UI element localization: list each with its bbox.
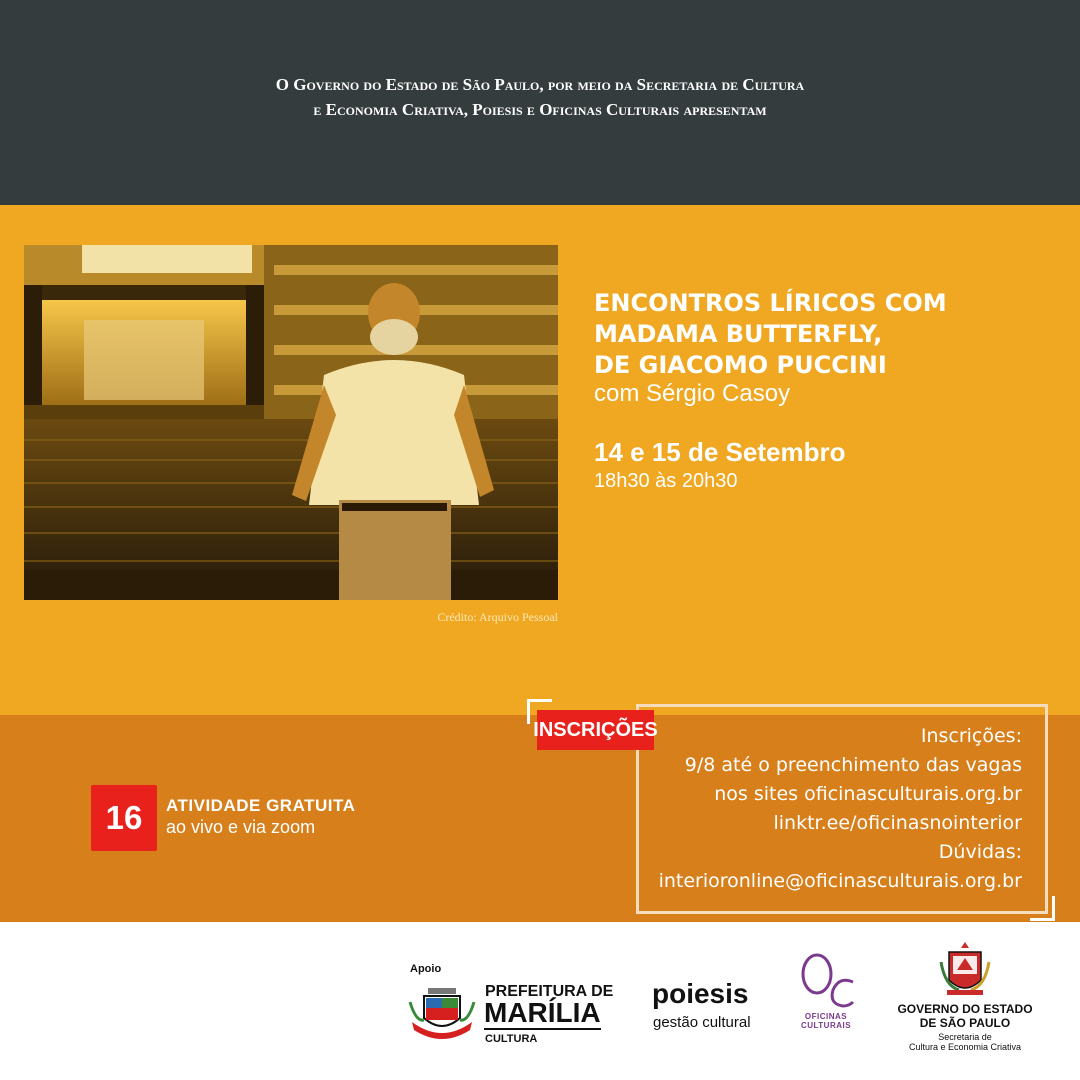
activity-mode: ao vivo e via zoom: [166, 817, 316, 837]
registration-line-5: Dúvidas:: [938, 841, 1022, 863]
presenters-line-2: e Economia Criativa, Poiesis e Oficinas Culturais apresentam: [313, 100, 767, 119]
event-title-line-1: ENCONTROS LÍRICOS COM: [594, 289, 947, 317]
support-label: Apoio: [410, 963, 442, 975]
gov-line-1: GOVERNO DO ESTADO: [897, 1002, 1033, 1016]
sao-paulo-seal-icon: [935, 940, 995, 1000]
prefeitura-line-2: MARÍLIA: [484, 997, 601, 1028]
event-title: [594, 288, 1064, 381]
speaker-photo: [24, 245, 558, 600]
gov-sp-secretaria: [880, 1032, 1050, 1052]
registration-info: [640, 722, 1022, 896]
gov-line-2: DE SÃO PAULO: [919, 1016, 1011, 1030]
registration-line-4[interactable]: linktr.ee/oficinasnointerior: [773, 812, 1022, 834]
corner-bracket-bottom-right: [1030, 896, 1055, 921]
presenters-text: [0, 72, 1080, 122]
prefeitura-line-1: PREFEITURA DE: [485, 983, 614, 1000]
photo-credit: Crédito: Arquivo Pessoal: [437, 610, 558, 624]
registration-line-6[interactable]: interioronline@oficinasculturais.org.br: [658, 870, 1022, 892]
oficinas-culturais-name: [790, 1012, 862, 1030]
marilia-crest-icon: [408, 982, 476, 1046]
prefeitura-line-3: CULTURA: [485, 1033, 538, 1045]
event-speaker: com Sérgio Casoy: [594, 380, 791, 407]
oficinas-culturais-logo-icon: [795, 952, 861, 1010]
registration-line-1: Inscrições:: [920, 725, 1022, 747]
event-title-line-2: MADAMA BUTTERFLY,: [594, 320, 883, 348]
oficinas-line-1: OFICINAS: [804, 1012, 848, 1021]
poiesis-logo-name: poiesis: [652, 978, 749, 1009]
event-title-line-3: DE GIACOMO PUCCINI: [594, 351, 887, 379]
registration-badge: INSCRIÇÕES: [537, 710, 654, 750]
registration-line-2: 9/8 até o preenchimento das vagas: [684, 754, 1022, 776]
free-activity-label: ATIVIDADE GRATUITA: [166, 796, 356, 815]
oficinas-line-2: CULTURAIS: [800, 1021, 852, 1030]
gov-sp-name: [890, 1002, 1040, 1030]
event-date: 14 e 15 de Setembro: [594, 437, 846, 467]
age-rating-badge: 16: [91, 785, 157, 851]
registration-line-3[interactable]: nos sites oficinasculturais.org.br: [714, 783, 1022, 805]
gov-line-3: Secretaria de: [938, 1032, 992, 1042]
event-time: 18h30 às 20h30: [594, 470, 738, 492]
poiesis-tagline: gestão cultural: [653, 1014, 751, 1031]
gov-line-4: Cultura e Economia Criativa: [908, 1042, 1022, 1052]
presenters-line-1: O Governo do Estado de São Paulo, por meio da Secretaria de Cultura: [275, 75, 805, 94]
